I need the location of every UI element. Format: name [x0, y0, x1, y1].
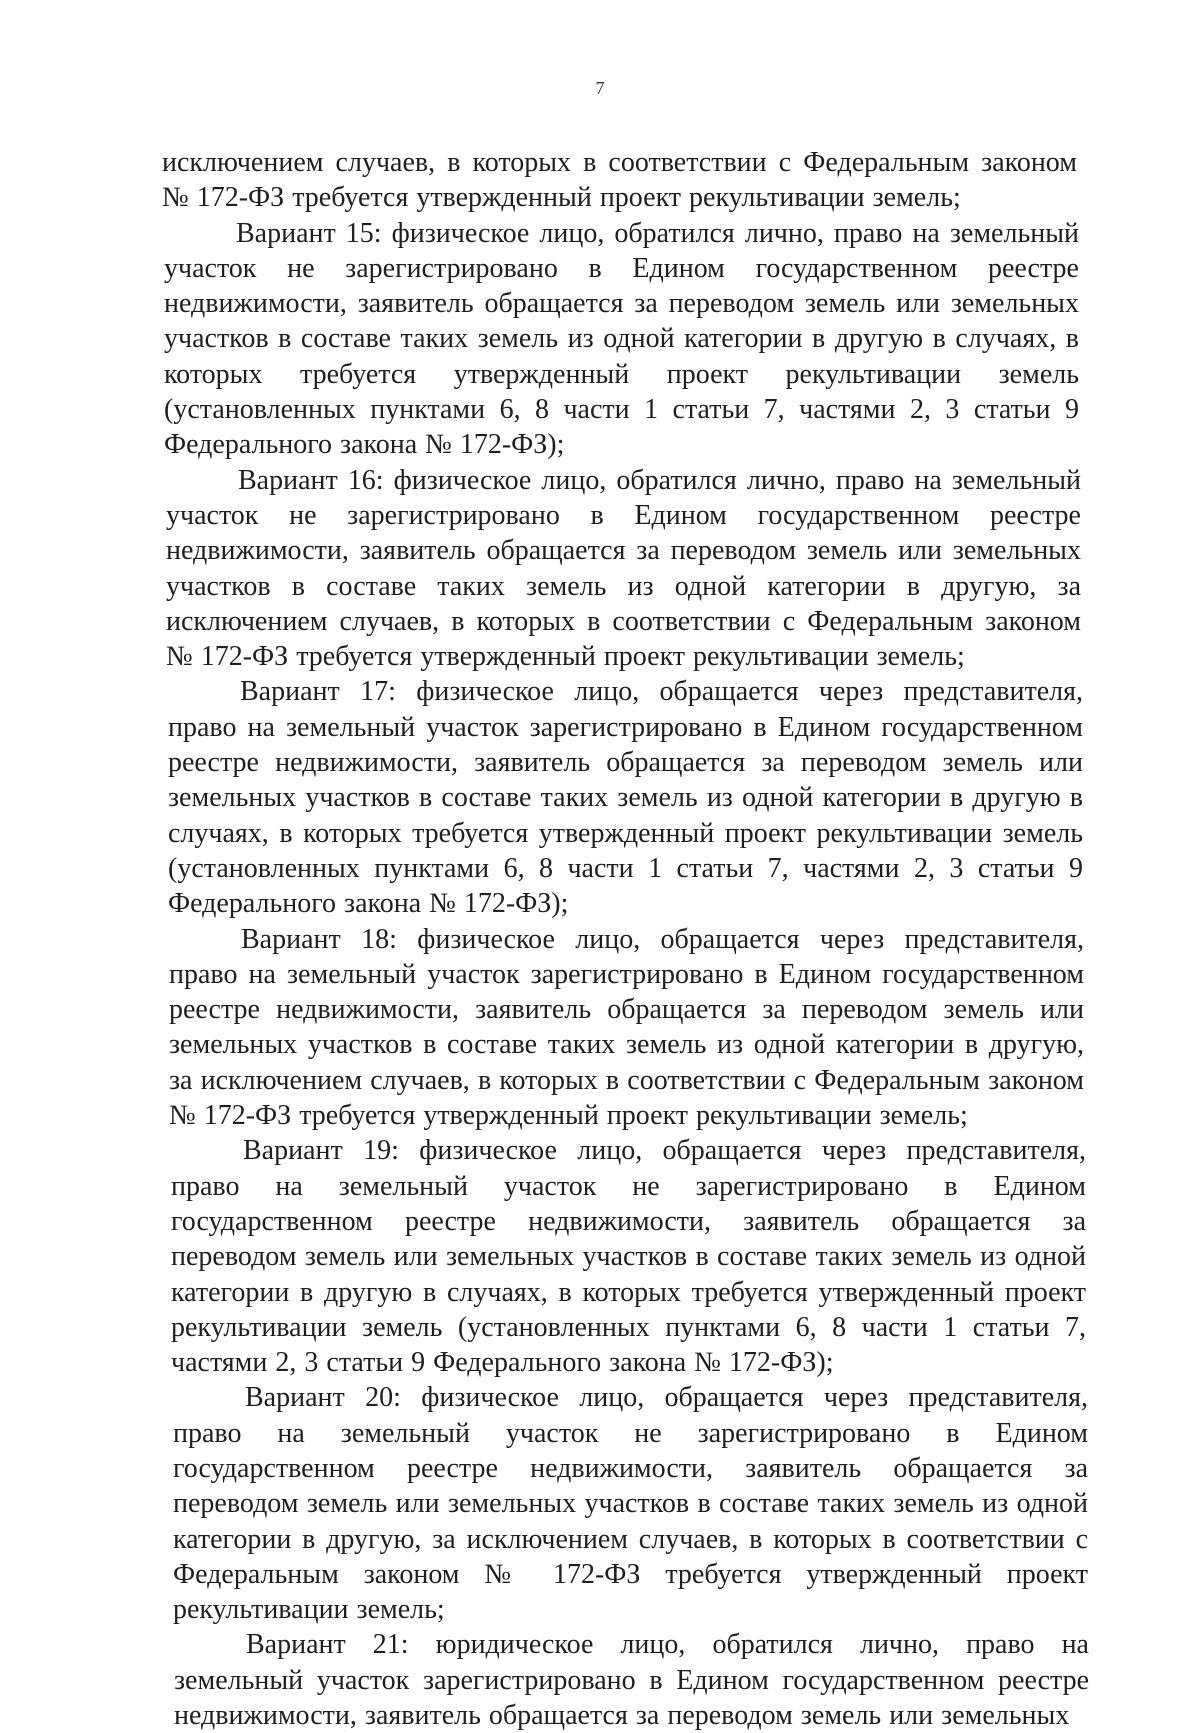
paragraph-continuation: исключением случаев, в которых в соответствии с Федеральным законом № 172-ФЗ требуется утвержденный проект рекультивации земель;	[162, 147, 1077, 214]
paragraph-variant-17: Вариант 17: физическое лицо, обращается через представителя, право на земельный участок зарегистрировано в Едином государственном реестре недвижимости, заявитель обращается за переводом земель или земельных участков в составе таких земель из одной категории в другую в случаях, в которых требуется утвержденный проект рекультивации земель (установленных пунктами 6, 8 части 1 статьи 7, частями 2, 3 статьи 9 Федерального закона № 172-ФЗ);	[168, 676, 1083, 920]
page-number: 7	[595, 78, 605, 98]
document-body	[160, 145, 1089, 1733]
paragraph-variant-19: Вариант 19: физическое лицо, обращается через представителя, право на земельный участок не зарегистрировано в Едином государственном реестре недвижимости, заявитель обращается за переводом земель или земельных участков в составе таких земель из одной категории в другую в случаях, в которых требуется утвержденный проект рекультивации земель (установленных пунктами 6, 8 части 1 статьи 7, частями 2, 3 статьи 9 Федерального закона № 172-ФЗ);	[171, 1135, 1086, 1379]
paragraph-variant-21: Вариант 21: юридическое лицо, обратился лично, право на земельный участок зарегистрировано в Едином государственном реестре недвижимости, заявитель обращается за переводом земель или земельных	[174, 1629, 1089, 1732]
paragraph-variant-18: Вариант 18: физическое лицо, обращается через представителя, право на земельный участок зарегистрировано в Едином государственном реестре недвижимости, заявитель обращается за переводом земель или земельных участков в составе таких земель из одной категории в другую, за исключением случаев, в которых в соответствии с Федеральным законом № 172-ФЗ требуется утвержденный проект рекультивации земель;	[169, 923, 1084, 1132]
paragraph-variant-20: Вариант 20: физическое лицо, обращается через представителя, право на земельный участок не зарегистрировано в Едином государственном реестре недвижимости, заявитель обращается за переводом земель или земельных участков в составе таких земель из одной категории в другую, за исключением случаев, в которых в соответствии с Федеральным законом № 172-ФЗ требуется утвержденный проект рекультивации земель;	[173, 1382, 1088, 1626]
paragraph-variant-16: Вариант 16: физическое лицо, обратился лично, право на земельный участок не зарегистрировано в Едином государственном реестре недвижимости, заявитель обращается за переводом земель или земельных участков в составе таких земель из одной категории в другую, за исключением случаев, в которых в соответствии с Федеральным законом № 172-ФЗ требуется утвержденный проект рекультивации земель;	[166, 464, 1081, 673]
paragraph-variant-15: Вариант 15: физическое лицо, обратился лично, право на земельный участок не зарегистрировано в Едином государственном реестре недвижимости, заявитель обращается за переводом земель или земельных участков в составе таких земель из одной категории в другую в случаях, в которых требуется утвержденный проект рекультивации земель (установленных пунктами 6, 8 части 1 статьи 7, частями 2, 3 статьи 9 Федерального закона № 172-ФЗ);	[164, 217, 1079, 461]
